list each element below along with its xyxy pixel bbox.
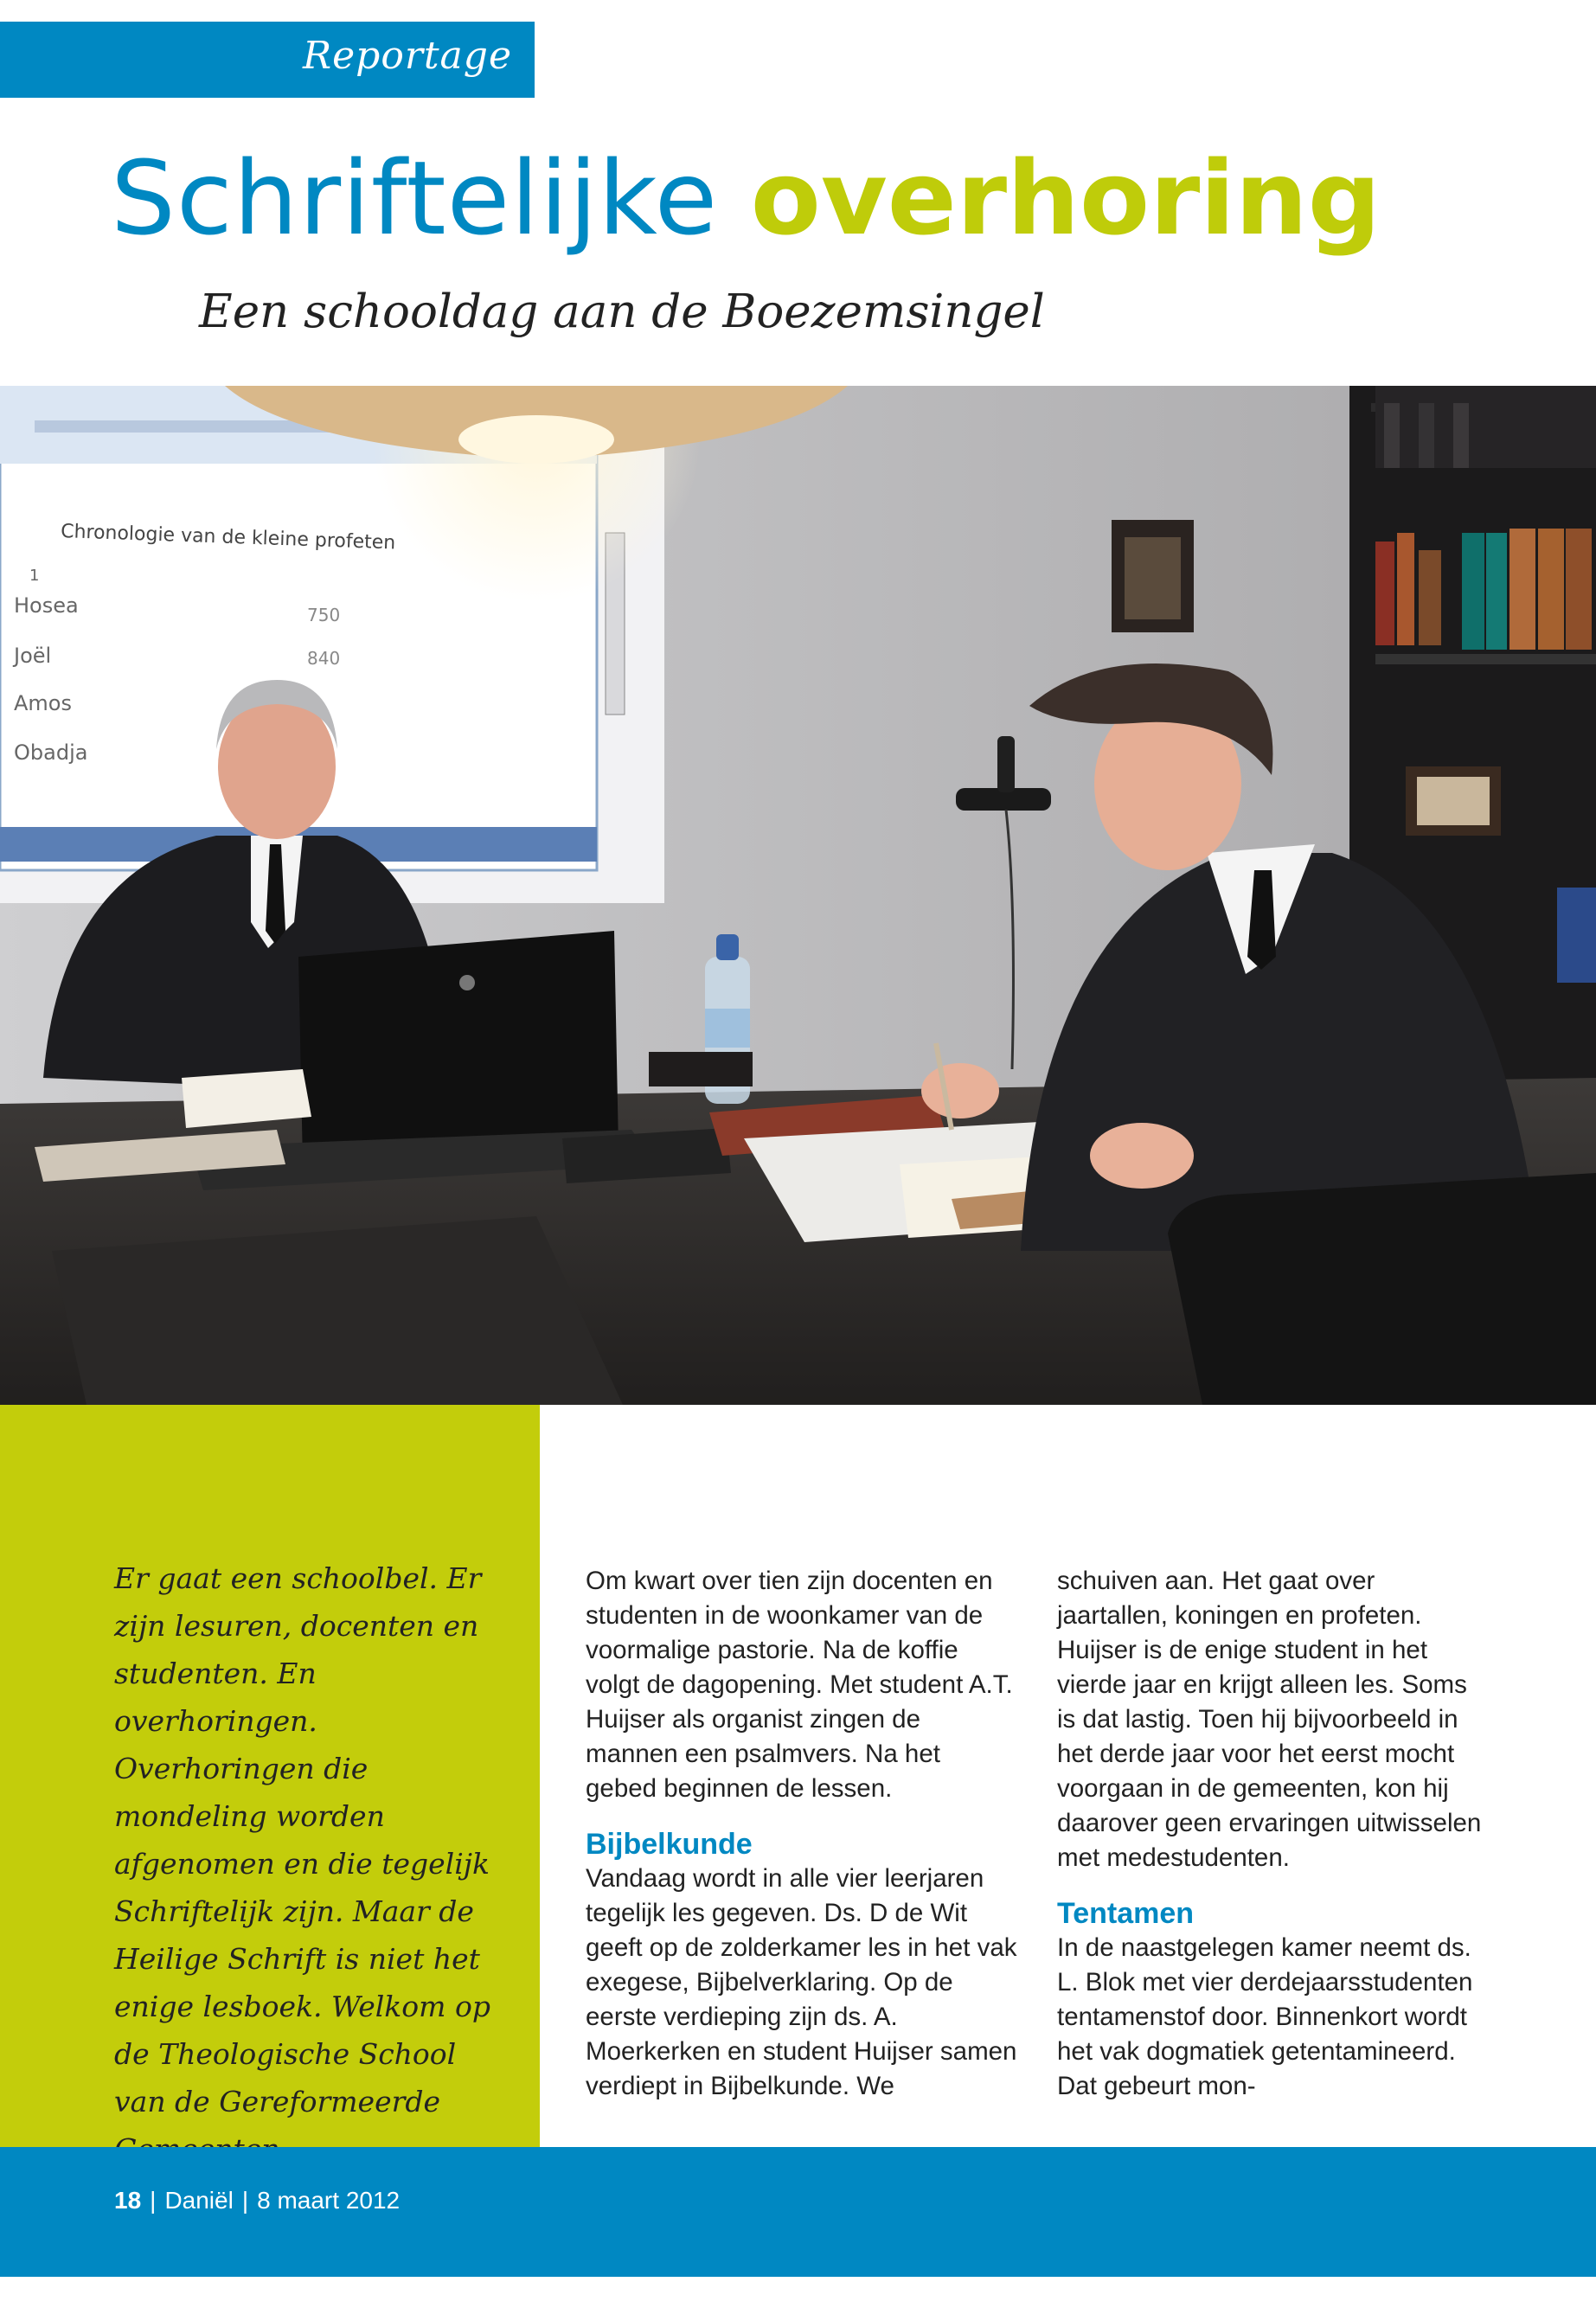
article-title (111, 138, 1381, 258)
screen-row-name-3: Obadja (14, 740, 88, 765)
issue-date: 8 maart 2012 (257, 2187, 401, 2214)
text-column-2 (1057, 1564, 1490, 2104)
column2-paragraph-1: schuiven aan. Het gaat over jaartallen, koningen en profeten. Huijser is de enige student in het vierde jaar en krijgt alleen les. Soms is dat lastig. Toen hij bijvoorbeeld in het derde jaar voor het eerst mocht voorgaan in de gemeenten, kon hij daarover geen ervaringen uitwisselen met medestudenten. (1057, 1567, 1482, 1872)
article-photo (0, 386, 1596, 1405)
section-label: Reportage (303, 34, 512, 78)
page-number: 18 (114, 2187, 142, 2214)
column1-paragraph-2: Vandaag wordt in alle vier leerjaren tegelijk les gegeven. Ds. D de Wit geeft op de zolderkamer les in het vak exegese, Bijbelverklaring. Op de eerste verdieping zijn ds. A. Moerkerken en student Huijser samen verdiept in Bijbelkunde. We (586, 1864, 1017, 2100)
title-part-1: Schriftelijke (111, 138, 719, 258)
screen-number: 1 (29, 567, 40, 585)
text-column-1 (586, 1564, 1018, 2104)
heading-tentamen: Tentamen (1057, 1897, 1195, 1930)
article-subtitle: Een schooldag aan de Boezemsingel (199, 285, 1045, 338)
screen-row-name-2: Amos (14, 691, 72, 715)
heading-bijbelkunde: Bijbelkunde (586, 1828, 753, 1861)
screen-row-year-1: 840 (307, 648, 341, 669)
footer (114, 2187, 400, 2214)
column2-paragraph-2: In de naastgelegen kamer neemt ds. L. Blok met vier derdejaarsstudenten tentamenstof door. Binnenkort wordt het vak dogmatiek getentamineerd. Dat gebeurt mon- (1057, 1933, 1473, 2100)
screen-row-name-1: Joël (14, 644, 52, 668)
screen-row-year-0: 750 (307, 605, 341, 625)
title-part-2: overhoring (750, 138, 1381, 258)
footer-separator: | (241, 2187, 249, 2214)
footer-separator: | (150, 2187, 157, 2214)
screen-row-name-0: Hosea (14, 593, 79, 618)
intro-paragraph: Er gaat een schoolbel. Er zijn lesuren, docenten en studenten. En overhoringen. Overhoringen die mondeling worden afgenomen en die tegelijk Schriftelijk zijn. Maar de Heilige Schrift is niet het enige lesboek. Welkom op de Theologische School van de Gereformeerde (114, 1561, 490, 2118)
screen-title: Chronologie van de kleine profeten (60, 521, 396, 554)
column1-paragraph-1: Om kwart over tien zijn docenten en studenten in de woonkamer van de voormalige pastorie. Na de koffie volgt de dagopening. Met student A.T. Huijser als organist zingen de mannen een psalmvers. Na het gebed beginnen de lessen. (586, 1567, 1013, 1803)
section-tab (0, 22, 535, 98)
magazine-name: Daniël (164, 2187, 234, 2214)
intro-text (114, 1554, 512, 2173)
